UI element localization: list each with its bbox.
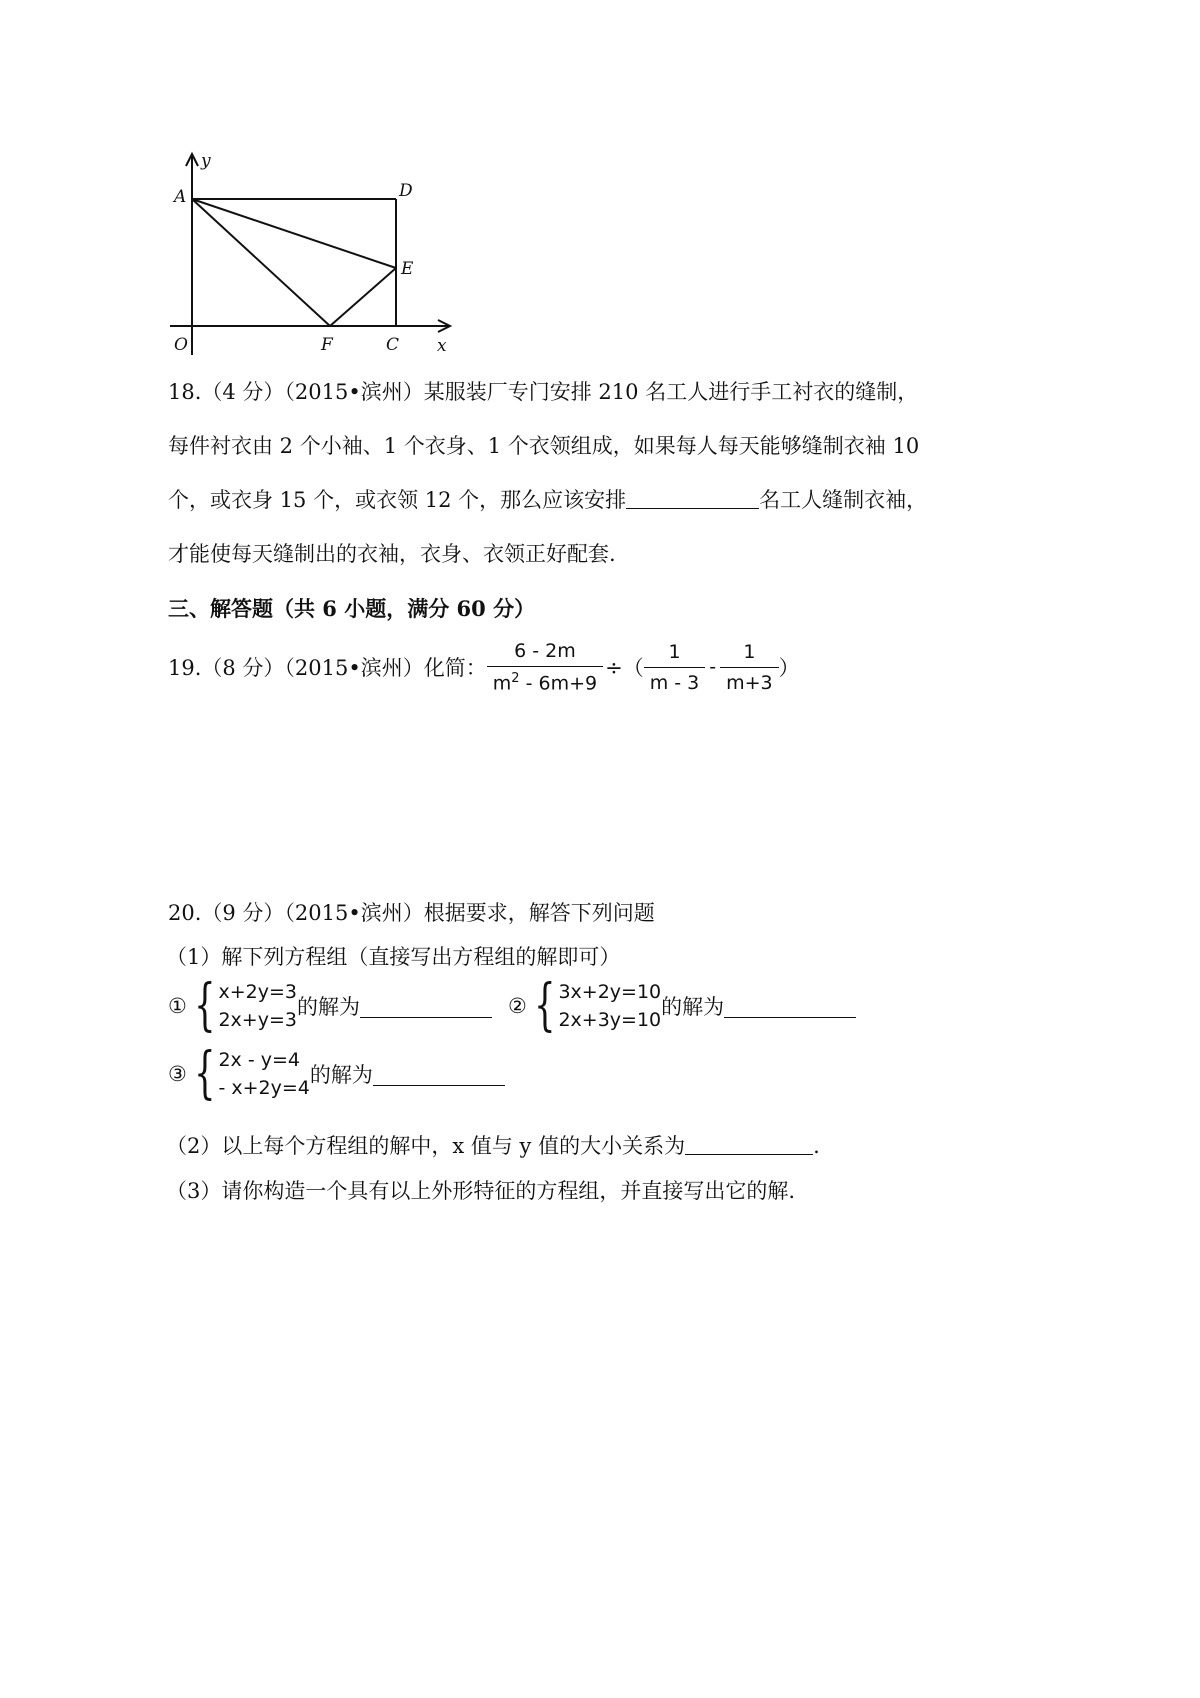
system-2-answer-blank[interactable] (724, 995, 856, 1018)
system-3-eq-2: - x+2y=4 (218, 1077, 310, 1099)
brace-icon: { (193, 1041, 216, 1106)
system-1-suffix: 的解为 (296, 995, 360, 1019)
system-1-eq-1: x+2y=3 (218, 981, 297, 1003)
equation-system-1 (168, 973, 492, 1038)
label-F: F (321, 335, 333, 355)
question-19 (168, 640, 800, 694)
q20-part-3: （3）请你构造一个具有以上外形特征的方程组，并直接写出它的解. (166, 1179, 796, 1203)
q20-title: 20.（9 分）（2015•滨州）根据要求，解答下列问题 (168, 901, 655, 925)
q19-frac1-denominator (487, 667, 603, 694)
q20-part-2-period: . (813, 1134, 820, 1158)
q20-part-2 (166, 1130, 820, 1160)
q19-frac1-den-exp: 2 (511, 671, 520, 686)
brace-icon: { (193, 973, 216, 1038)
q18-line-3-before: 个，或衣身 15 个，或衣领 12 个，那么应该安排 (168, 488, 627, 512)
system-2-body (527, 973, 662, 1038)
q19-frac3-denominator: m+3 (726, 671, 773, 694)
label-y: y (201, 151, 211, 171)
segment-AF (192, 199, 330, 326)
system-3-answer-blank[interactable] (373, 1063, 505, 1086)
system-2-eq-1: 3x+2y=10 (558, 981, 662, 1003)
q19-close-paren: ） (778, 656, 800, 681)
system-1-answer-blank[interactable] (360, 995, 492, 1018)
label-O: O (174, 335, 188, 355)
q20-part-2-text: （2）以上每个方程组的解中，x 值与 y 值的大小关系为 (166, 1134, 686, 1158)
q18-line-3 (168, 473, 927, 527)
q18-line-2: 每件衬衣由 2 个小袖、1 个衣身、1 个衣领组成，如果每人每天能够缝制衣袖 10 (168, 434, 920, 458)
q19-minus: - (709, 656, 717, 679)
q19-frac2-numerator: 1 (644, 641, 706, 668)
section-3-heading: 三、解答题（共 6 小题，满分 60 分） (168, 596, 536, 621)
q19-frac1-den-base: m (492, 672, 512, 695)
system-3-eq-1: 2x - y=4 (218, 1049, 300, 1071)
segment-AE (192, 199, 396, 268)
q18-line-3-after: 名工人缝制衣袖， (759, 488, 928, 512)
system-3-marker: ③ (168, 1062, 187, 1086)
q19-fraction-1 (487, 640, 603, 694)
q19-frac1-numerator: 6 - 2m (487, 640, 603, 667)
q19-prefix: 19.（8 分）（2015•滨州）化简： (168, 656, 487, 681)
q19-divide: ÷（ (605, 656, 644, 681)
system-3-suffix: 的解为 (309, 1063, 373, 1087)
system-1-body (187, 973, 297, 1038)
q18-line-4: 才能使每天缝制出的衣袖，衣身、衣领正好配套. (168, 542, 616, 566)
label-C: C (386, 335, 400, 355)
q20-part-1: （1）解下列方程组（直接写出方程组的解即可） (166, 945, 621, 969)
q19-fraction-2 (644, 641, 706, 694)
equation-system-2 (508, 973, 856, 1038)
q19-frac1-den-rest: - 6m+9 (519, 672, 598, 695)
system-1-equations (218, 978, 297, 1034)
system-2-eq-2: 2x+3y=10 (558, 1009, 662, 1031)
label-x: x (437, 336, 447, 356)
geometry-figure (170, 150, 470, 385)
q19-frac2-denominator: m - 3 (649, 671, 700, 694)
question-18 (168, 365, 927, 581)
q19-fraction-3 (720, 641, 779, 694)
q18-answer-blank[interactable] (626, 486, 759, 509)
system-2-equations (558, 978, 661, 1034)
system-1-eq-2: 2x+y=3 (218, 1009, 297, 1031)
segment-FE (330, 268, 396, 326)
label-A: A (174, 187, 187, 207)
system-1-marker: ① (168, 994, 187, 1018)
system-3-body (187, 1041, 310, 1106)
equation-system-3 (168, 1041, 505, 1106)
system-2-marker: ② (508, 994, 527, 1018)
q18-line-1: 18.（4 分）（2015•滨州）某服装厂专门安排 210 名工人进行手工衬衣的缝制， (168, 380, 919, 404)
brace-icon: { (533, 973, 556, 1038)
q19-frac3-numerator: 1 (720, 641, 779, 668)
label-E: E (401, 259, 414, 279)
system-3-equations (218, 1046, 309, 1102)
system-2-suffix: 的解为 (661, 995, 725, 1019)
q20-part-2-answer-blank[interactable] (685, 1132, 813, 1155)
label-D: D (399, 181, 413, 201)
